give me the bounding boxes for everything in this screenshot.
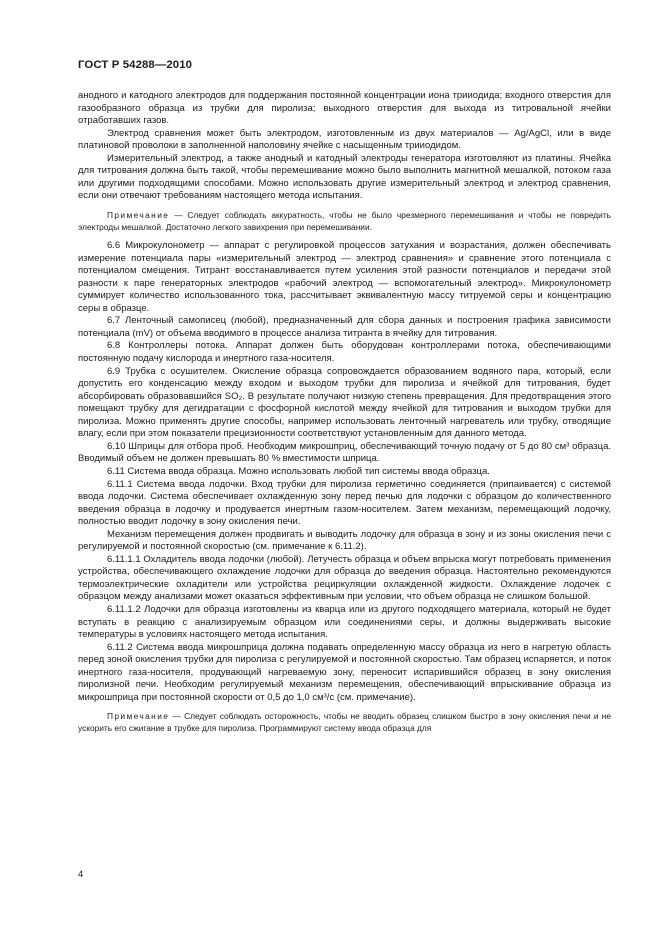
body-paragraph: 6.11.2 Система ввода микрошприца должна подавать определенную массу образца из него в нагретую область перед зоной окисления трубки для пиролиза с регулируемой и постоянной скоростью. Там образец испаряется, и поток инертного газа-носителя, продувающий нагреваемую зону, переносит испарившийся образец в зону окисления пиролизной печи. Необходим регулируемый механизм перемещения, обеспечивающий впрыскивание образца из микрошприца при постоянной скорости от 0,5 до 1,0 см³/с (см. примечание).: [78, 641, 611, 703]
note-paragraph: [78, 210, 611, 233]
body-paragraph: 6.11.1 Система ввода лодочки. Вход трубки для пиролиза герметично соединяется (припаивается) с системой ввода лодочки. Система обеспечивает охлажденную зону перед печью для лодочки с образцом до количественного введения образца в лодочку и продувается инертным газом-носителем. Затем механизм, перемещающий лодочку, полностью вводит лодочку в зону окисления печи.: [78, 478, 611, 528]
body-paragraph: 6.10 Шприцы для отбора проб. Необходим микрошприц, обеспечивающий точную подачу от 5 до 80 см³ образца. Вводимый объем не должен превышать 80 % вместимости шприца.: [78, 440, 611, 465]
body-paragraph: 6.6 Микрокулонометр — аппарат с регулировкой процессов затухания и возрастания, должен обеспечивать измерение потенциала пары «измерительный электрод — электрод сравнения» и сравнение этого потенциала с потенциалом смещения. Титрант восстанавливается путем усиления этой разности потенциалов и передачи этой разности к паре генераторных электродов «рабочий электрод — вспомогательный электрод». Микрокулонометр суммирует количество использованного тока, рассчитывает эквивалентную массу титруемой серы и концентрацию серы в образце.: [78, 240, 611, 314]
note-dash: —: [169, 711, 185, 722]
page-number: 4: [78, 869, 84, 880]
note-label: Примечание: [107, 209, 170, 220]
note-label: Примечание: [107, 711, 170, 722]
standard-header: ГОСТ Р 54288—2010: [78, 59, 193, 71]
body-paragraph: 6.11.1.2 Лодочки для образца изготовлены из кварца или из другого подходящего материала, который не будет вступать в реакцию с анализируемым образцом или соединениями серы, и должны выдерживать высокие температуры в условиях настоящего метода испытания.: [78, 603, 611, 641]
body-paragraph: 6.11 Система ввода образца. Можно использовать любой тип системы ввода образца.: [107, 465, 490, 477]
page-body: [78, 90, 611, 742]
note-text: Следует соблюдать аккуратность, чтобы не было чрезмерного перемешивания и чтобы не повредить электроды мешалкой. Достаточно легкого завихрения при перемешивании.: [78, 209, 612, 232]
body-paragraph: Измерительный электрод, а также анодный и катодный электроды генератора изготовляют из платины. Ячейка для титрования должна быть такой, чтобы перемешивание можно было выполнить магнитной мешалкой, потоком газа или другими подходящими способами. Можно использовать другие измерительный электрод и электрод сравнения, если они отвечают требованиям настоящего метода испытания.: [78, 152, 611, 202]
body-paragraph: 6.11.1.1 Охладитель ввода лодочки (любой). Летучесть образца и объем впрыска могут потребовать применения устройства, обеспечивающего охлаждение лодочки для образца до введения образца. Настоятельно рекомендуются термоэлектрические охладители или устройства рециркуляции охлажденной жидкости. Охлаждение лодочек с образцом между анализами может оказаться эффективным при условии, что объем образца не слишком большой.: [78, 553, 611, 603]
body-paragraph: Электрод сравнения может быть электродом, изготовленным из двух материалов — Ag/AgCl, или в виде платиновой проволоки в заполненной наполовину ячейке с насыщенным трииодидом.: [78, 127, 611, 152]
note-dash: —: [169, 209, 188, 220]
note-text: Следует соблюдать осторожность, чтобы не вводить образец слишком быстро в зону окисления печи и не ускорить его сжигание в трубке для пиролиза. Программируют систему ввода образца для: [78, 711, 611, 733]
body-paragraph: 6.7 Ленточный самописец (любой), предназначенный для сбора данных и построения графика зависимости потенциала (mV) от объема вводимого в процессе анализа титранта в ячейку для титрования.: [78, 315, 611, 339]
note-paragraph: [78, 711, 611, 734]
body-paragraph: Механизм перемещения должен продвигать и выводить лодочку для образца в зону и из зоны окисления печи с регулируемой и постоянной скоростью (см. примечание к 6.11.2).: [78, 528, 611, 553]
body-paragraph: 6.8 Контроллеры потока. Аппарат должен быть оборудован контроллерами потока, обеспечивающими постоянную подачу кислорода и инертного газа-носителя.: [78, 340, 611, 365]
body-paragraph: 6.9 Трубка с осушителем. Окисление образца сопровождается образованием водяного пара, который, если допустить его конденсацию между входом и выходом трубки для пиролиза и ячейкой для титрования, будет абсорбировать образовавшийся SO₂. В результате получают низкую степень превращения. Для предотвращения этого помещают трубку для дегидратации с фосфорной кислотой между ячейкой для титрования и выходом трубки для пиролиза. Можно применять другие способы, например использовать ленточный нагреватель или трубку, отводящие влагу, если при этом показатели прецизионности соответствуют установленным для данного метода.: [78, 365, 611, 440]
body-paragraph: анодного и катодного электродов для поддержания постоянной концентрации иона трииодида; входного отверстия для газообразного образца из трубки для пиролиза; выходного отверстия для выхода из титровальной ячейки отработавших газов.: [78, 90, 611, 127]
